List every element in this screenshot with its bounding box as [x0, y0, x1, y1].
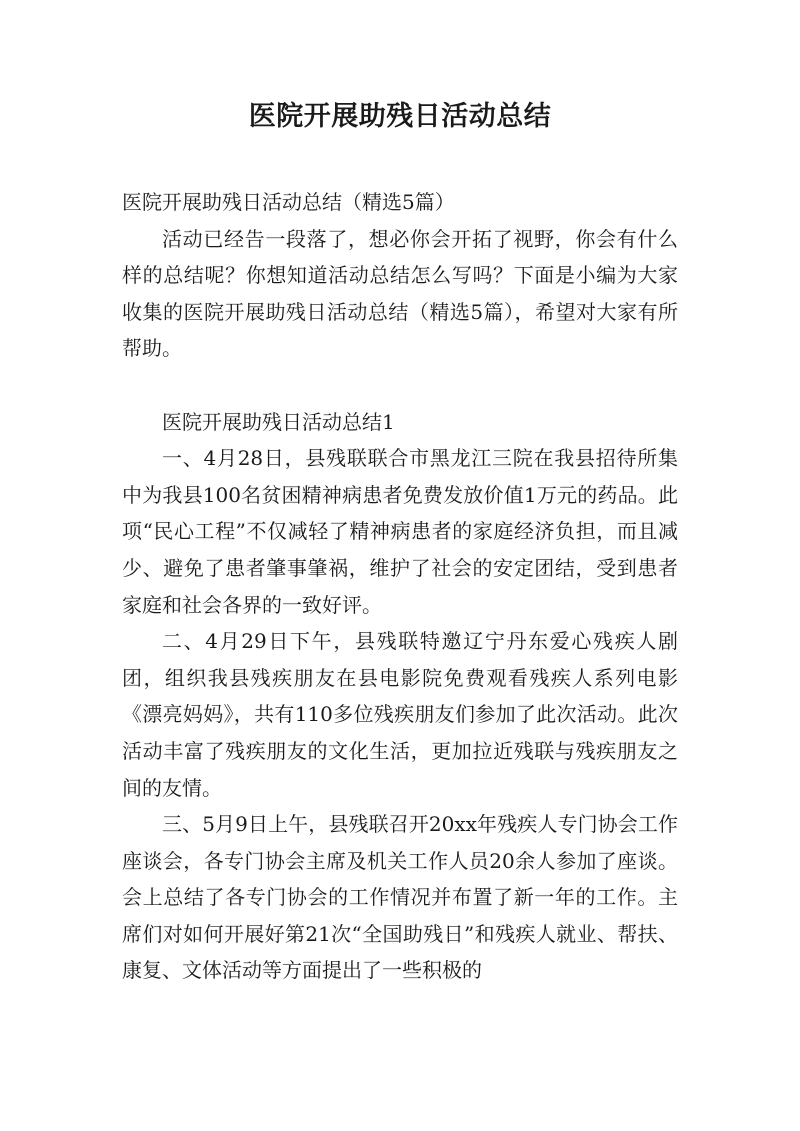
paragraph-spacer [122, 367, 678, 404]
body-paragraph: 一、4月28日，县残联联合市黑龙江三院在我县招待所集中为我县100名贫困精神病患者免费发放价值1万元的药品。此项“民心工程”不仅减轻了精神病患者的家庭经济负担，而且减少、避免了患者肇事肇祸，维护了社会的安定团结，受到患者家庭和社会各界的一致好评。 [122, 446, 678, 617]
document-body [122, 184, 678, 989]
intro-paragraph: 活动已经告一段落了，想必你会开拓了视野，你会有什么样的总结呢？你想知道活动总结怎么写吗？下面是小编为大家收集的医院开展助残日活动总结（精选5篇），希望对大家有所帮助。 [122, 226, 678, 361]
body-paragraph: 二、4月29日下午，县残联特邀辽宁丹东爱心残疾人剧团，组织我县残疾朋友在县电影院免费观看残疾人系列电影《漂亮妈妈》，共有110多位残疾朋友们参加了此次活动。此次活动丰富了残疾朋友的文化生活，更加拉近残联与残疾朋友之间的友情。 [122, 629, 678, 800]
section-heading: 医院开展助残日活动总结1 [162, 409, 395, 434]
document-subtitle: 医院开展助残日活动总结（精选5篇） [122, 190, 455, 214]
body-paragraph: 三、5月9日上午，县残联召开20xx年残疾人专门协会工作座谈会，各专门协会主席及机关工作人员20余人参加了座谈。会上总结了各专门协会的工作情况并布置了新一年的工作。主席们对如何开展好第21次“全国助残日”和残疾人就业、帮扶、康复、文体活动等方面提出了一些积极的 [122, 812, 678, 983]
document-title: 医院开展助残日活动总结 [248, 101, 552, 132]
